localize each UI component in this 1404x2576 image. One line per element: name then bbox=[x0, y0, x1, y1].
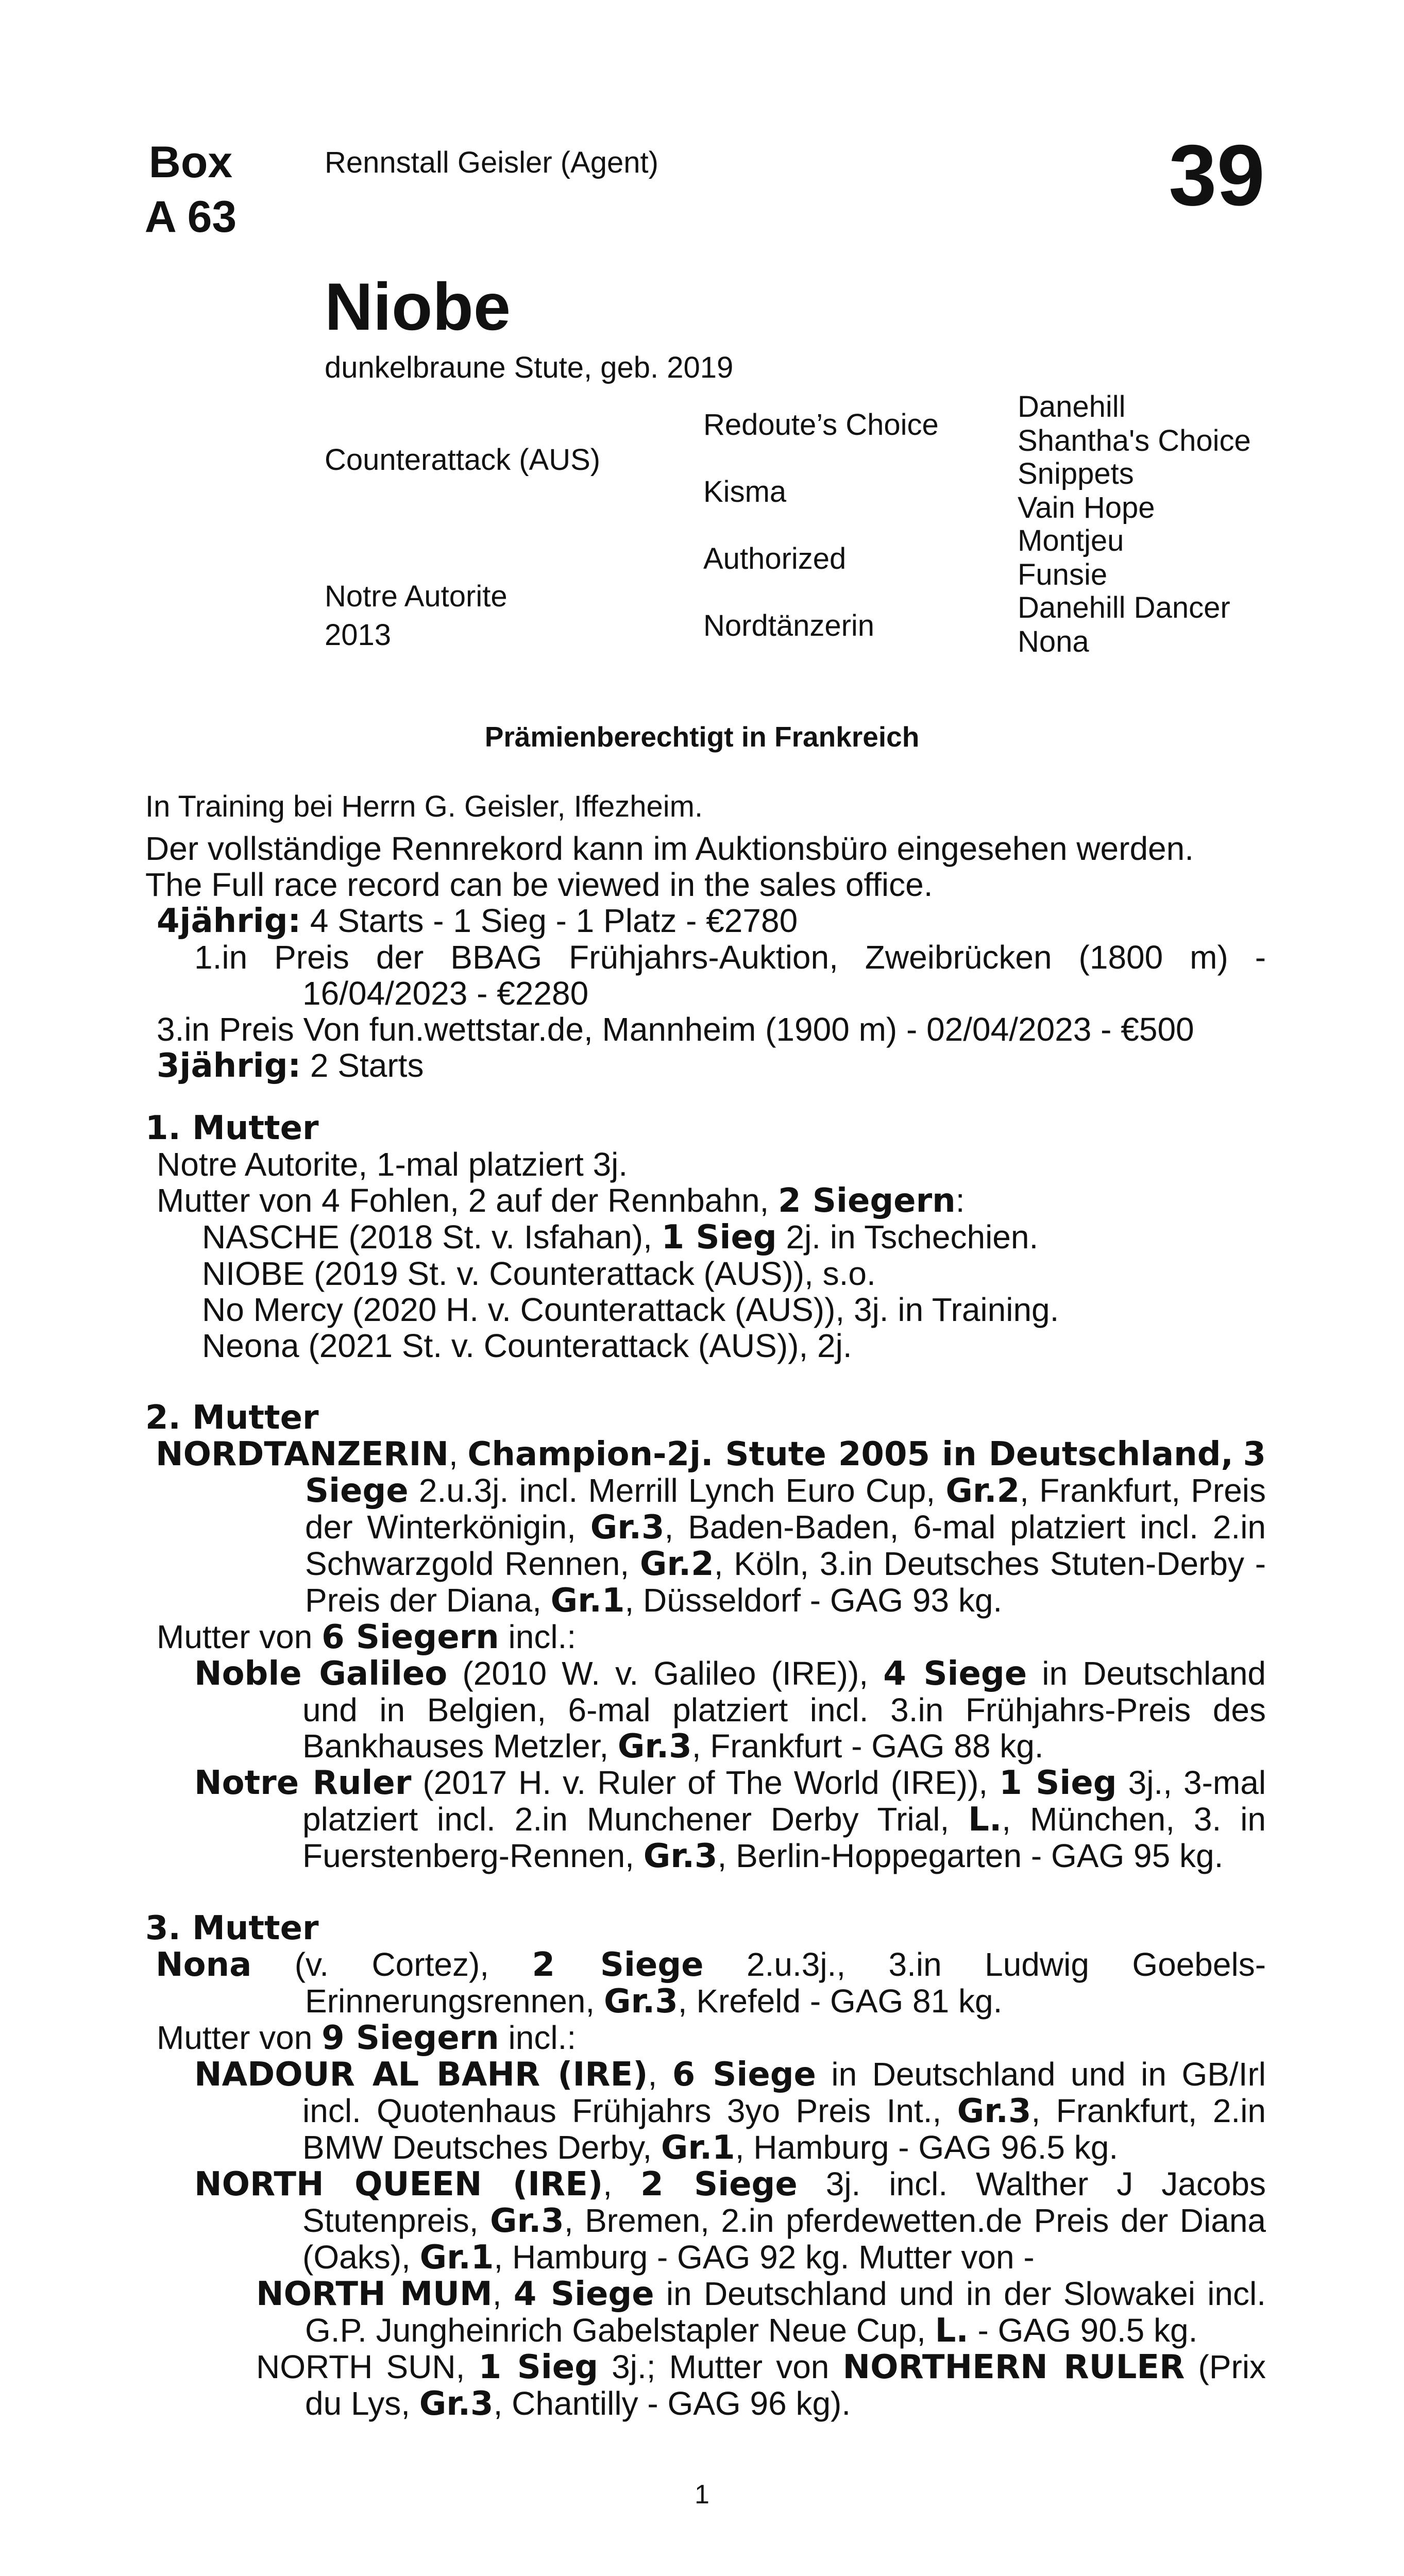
text: , bbox=[603, 2165, 641, 2202]
grade: Gr.3 bbox=[603, 1982, 678, 2021]
dam2-produce-2 bbox=[145, 1765, 1266, 1874]
dam2-produce-1 bbox=[145, 1655, 1266, 1765]
dam2-title: Champion-2j. Stute 2005 in Deutschland, bbox=[467, 1435, 1233, 1473]
offspring-name: NADOUR AL BAHR (IRE) bbox=[194, 2056, 648, 2094]
wins: 2 Siege bbox=[532, 1946, 704, 1984]
dam2-produce bbox=[145, 1619, 1266, 1655]
text: incl.: bbox=[499, 1618, 577, 1655]
wins: 1 Sieg bbox=[661, 1218, 777, 1257]
pedigree-dam: Notre Autorite bbox=[325, 580, 508, 613]
text: , Hamburg - GAG 92 kg. Mutter von - bbox=[494, 2239, 1035, 2276]
grade: L. bbox=[968, 1801, 1002, 1839]
text: , Berlin-Hoppegarten - GAG 95 kg. bbox=[717, 1837, 1224, 1874]
text: , Düsseldorf - GAG 93 kg. bbox=[624, 1582, 1003, 1619]
pedigree-g8: Nona bbox=[1018, 625, 1089, 658]
wins: 3 Siege bbox=[305, 1435, 1266, 1510]
grade: L. bbox=[935, 2312, 969, 2350]
wins: 2 Siege bbox=[640, 2165, 798, 2204]
horse-name: Niobe bbox=[325, 269, 511, 344]
text: 3j. incl. Walther J Jacobs Stutenpreis, bbox=[302, 2165, 1266, 2239]
consignor: Rennstall Geisler (Agent) bbox=[325, 146, 658, 179]
pedigree-sire-dam: Kisma bbox=[703, 475, 787, 509]
text: Mutter von bbox=[157, 1618, 322, 1655]
text: 2.u.3j. incl. Merrill Lynch Euro Cup, bbox=[408, 1472, 946, 1509]
grade: Gr.2 bbox=[639, 1545, 714, 1583]
text: (v. Cortez), bbox=[251, 1946, 532, 1983]
grade: Gr.3 bbox=[590, 1509, 665, 1547]
wins: 6 Siege bbox=[672, 2056, 816, 2094]
dam1-foal-1 bbox=[145, 1219, 1266, 1256]
pedigree-g4: Vain Hope bbox=[1018, 491, 1155, 524]
pedigree-dam-dam: Nordtänzerin bbox=[703, 609, 875, 642]
dam3-record bbox=[145, 1946, 1266, 2020]
eligibility-note: Prämienberechtigt in Frankreich bbox=[484, 721, 920, 753]
dam1-line: Notre Autorite, 1-mal platziert 3j. bbox=[157, 1146, 628, 1183]
offspring-name: NORTH QUEEN (IRE) bbox=[194, 2165, 603, 2204]
pedigree-g1: Danehill bbox=[1018, 390, 1126, 423]
dam1-heading: 1. Mutter bbox=[145, 1109, 319, 1147]
wins: 1 Sieg bbox=[999, 1764, 1117, 1802]
text: 3j., 3-mal platziert incl. 2.in Munchener Derby Trial, bbox=[302, 1764, 1266, 1838]
dam3-produce bbox=[145, 2020, 1266, 2056]
text: Mutter von bbox=[157, 2019, 322, 2056]
dam3-produce-3 bbox=[145, 2276, 1266, 2349]
grade: Gr.2 bbox=[945, 1472, 1020, 1510]
text: , Chantilly - GAG 96 kg). bbox=[493, 2385, 851, 2422]
text: (Prix du Lys, bbox=[305, 2348, 1266, 2422]
text: NORTH SUN, bbox=[256, 2348, 479, 2385]
text: , Hamburg - GAG 96.5 kg. bbox=[735, 2129, 1119, 2166]
dam3-name: Nona bbox=[156, 1946, 252, 1984]
text: : bbox=[955, 1182, 965, 1219]
dam3-produce-2 bbox=[145, 2166, 1266, 2276]
winners-count: 2 Siegern bbox=[778, 1182, 956, 1220]
pedigree-sire-sire: Redoute’s Choice bbox=[703, 408, 939, 442]
age3-summary: 2 Starts bbox=[301, 1047, 424, 1084]
text: incl.: bbox=[499, 2019, 577, 2056]
offspring-name: NORTHERN RULER bbox=[842, 2348, 1185, 2386]
text: , Frankfurt, 2.in BMW Deutsches Derby, bbox=[302, 2092, 1266, 2166]
text: 2j. in Tschechien. bbox=[776, 1218, 1039, 1256]
dam3-heading: 3. Mutter bbox=[145, 1909, 319, 1947]
page-number: 1 bbox=[695, 2480, 709, 2510]
wins: 4 Siege bbox=[513, 2275, 654, 2313]
family-section bbox=[145, 1110, 1266, 2422]
grade: Gr.3 bbox=[617, 1727, 692, 1766]
pedigree-dam-sire: Authorized bbox=[703, 542, 847, 575]
record-note-en: The Full race record can be viewed in the sales office. bbox=[145, 866, 933, 903]
winners-count: 6 Siegern bbox=[322, 1618, 499, 1656]
pedigree-g5: Montjeu bbox=[1018, 524, 1124, 557]
text: 3j.; Mutter von bbox=[598, 2348, 843, 2385]
record-race1: 1.in Preis der BBAG Frühjahrs-Auktion, Zweibrücken (1800 m) - 16/04/2023 - €2280 bbox=[194, 939, 1266, 1012]
grade: Gr.1 bbox=[419, 2239, 494, 2277]
dam1-produce bbox=[145, 1182, 1266, 1219]
offspring-name: Notre Ruler bbox=[194, 1764, 412, 1802]
text: , bbox=[492, 2275, 514, 2312]
text: in Deutschland und in Belgien, 6-mal platziert incl. 3.in Frühjahrs-Preis des Bankhauses Metzler, bbox=[302, 1655, 1266, 1765]
text: - GAG 90.5 kg. bbox=[968, 2312, 1198, 2349]
box-label: Box bbox=[148, 138, 233, 187]
record-note-de: Der vollständige Rennrekord kann im Auktionsbüro eingesehen werden. bbox=[145, 830, 1194, 867]
grade: Gr.3 bbox=[490, 2202, 564, 2240]
record-age4 bbox=[145, 903, 1266, 939]
grade: Gr.3 bbox=[419, 2385, 494, 2423]
lot-number: 39 bbox=[1169, 127, 1265, 224]
pedigree-g7: Danehill Dancer bbox=[1018, 591, 1230, 624]
dam2-heading: 2. Mutter bbox=[145, 1399, 319, 1437]
text: , Baden-Baden, 6-mal platziert incl. 2.in Schwarzgold Rennen, bbox=[305, 1509, 1266, 1582]
grade: Gr.3 bbox=[957, 2092, 1031, 2130]
text: , München, 3. in Fuerstenberg-Rennen, bbox=[302, 1801, 1266, 1874]
text: , bbox=[648, 2056, 672, 2093]
text: , Krefeld - GAG 81 kg. bbox=[678, 1982, 1003, 2020]
dam2-name: NORDTANZERIN bbox=[156, 1435, 449, 1473]
dam1-foal-4: Neona (2021 St. v. Counterattack (AUS)), 2j. bbox=[202, 1327, 852, 1364]
text: , Frankfurt, Preis der Winterkönigin, bbox=[305, 1472, 1266, 1546]
winners-count: 9 Siegern bbox=[322, 2019, 499, 2057]
pedigree-sire: Counterattack (AUS) bbox=[325, 443, 601, 477]
text: , bbox=[448, 1435, 468, 1472]
age4-summary: 4 Starts - 1 Sieg - 1 Platz - €2780 bbox=[301, 902, 798, 939]
text: in Deutschland und in GB/Irl incl. Quotenhaus Frühjahrs 3yo Preis Int., bbox=[302, 2056, 1266, 2129]
text: , Frankfurt - GAG 88 kg. bbox=[691, 1727, 1044, 1765]
age3-label: 3jährig: bbox=[157, 1047, 301, 1085]
horse-description: dunkelbraune Stute, geb. 2019 bbox=[325, 351, 734, 384]
pedigree-g2: Shantha's Choice bbox=[1018, 424, 1251, 457]
record-race2: 3.in Preis Von fun.wettstar.de, Mannheim (1900 m) - 02/04/2023 - €500 bbox=[157, 1011, 1194, 1048]
dam1-foal-2: NIOBE (2019 St. v. Counterattack (AUS)), s.o. bbox=[202, 1255, 876, 1292]
age4-label: 4jährig: bbox=[157, 902, 301, 940]
dam2-record bbox=[145, 1436, 1266, 1619]
grade: Gr.1 bbox=[550, 1582, 625, 1620]
text: (2017 H. v. Ruler of The World (IRE)), bbox=[411, 1764, 1000, 1801]
grade: Gr.1 bbox=[661, 2129, 735, 2167]
pedigree-g3: Snippets bbox=[1018, 457, 1134, 490]
offspring-name: Noble Galileo bbox=[194, 1655, 448, 1693]
wins: 1 Sieg bbox=[478, 2348, 599, 2386]
text: , Bremen, 2.in pferdewetten.de Preis der Diana (Oaks), bbox=[302, 2202, 1266, 2276]
text: (2010 W. v. Galileo (IRE)), bbox=[447, 1655, 884, 1692]
record-age3 bbox=[145, 1047, 1266, 1084]
box-label-block bbox=[131, 135, 250, 244]
text: , Köln, 3.in Deutsches Stuten-Derby - Preis der Diana, bbox=[305, 1545, 1266, 1619]
pedigree-dam-year: 2013 bbox=[325, 618, 392, 652]
training-note: In Training bei Herrn G. Geisler, Iffezheim. bbox=[145, 790, 703, 823]
dam3-produce-4 bbox=[145, 2349, 1266, 2422]
text: Mutter von 4 Fohlen, 2 auf der Rennbahn, bbox=[157, 1182, 779, 1219]
offspring-name: NORTH MUM bbox=[256, 2275, 493, 2313]
dam3-produce-1 bbox=[145, 2056, 1266, 2166]
wins: 4 Siege bbox=[883, 1655, 1027, 1693]
race-record bbox=[145, 831, 1266, 1084]
box-number: A 63 bbox=[144, 192, 237, 242]
text: 2.u.3j., 3.in Ludwig Goebels-Erinnerungsrennen, bbox=[305, 1946, 1266, 2020]
pedigree-g6: Funsie bbox=[1018, 558, 1108, 591]
grade: Gr.3 bbox=[643, 1837, 718, 1875]
text: in Deutschland und in der Slowakei incl. G.P. Jungheinrich Gabelstapler Neue Cup, bbox=[305, 2275, 1266, 2349]
dam1-foal-3: No Mercy (2020 H. v. Counterattack (AUS)), 3j. in Training. bbox=[202, 1291, 1059, 1328]
text: NASCHE (2018 St. v. Isfahan), bbox=[202, 1218, 662, 1256]
